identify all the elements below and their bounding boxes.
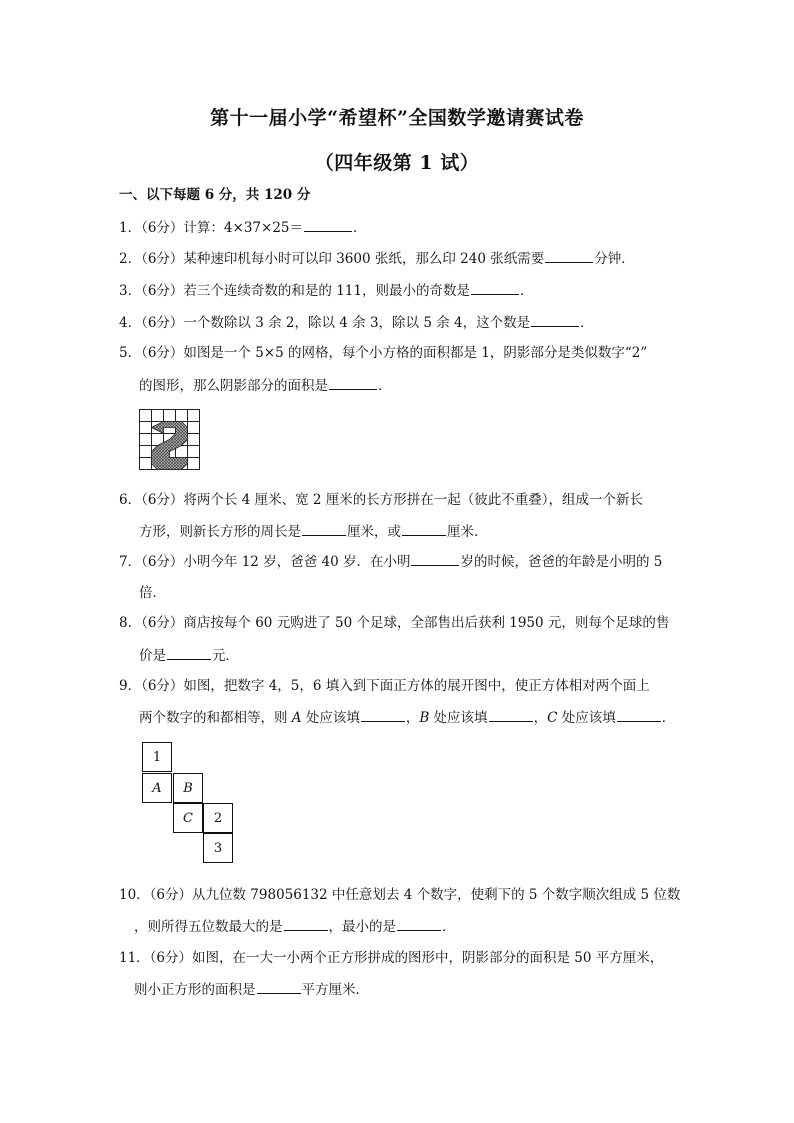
net-cell-a: A [142, 773, 172, 803]
question-1: 1．（6分）计算：4×37×25＝ ． [119, 220, 367, 236]
answer-blank [302, 522, 346, 536]
answer-blank [329, 376, 377, 390]
net-cell-c: C [173, 803, 203, 833]
page-title: 第十一届小学“希望杯”全国数学邀请赛试卷 [210, 107, 584, 129]
answer-blank [257, 980, 301, 994]
answer-blank [284, 917, 328, 931]
answer-blank [531, 313, 579, 327]
answer-blank [361, 708, 405, 722]
question-3: 3．（6分）若三个连续奇数的和是的 111，则最小的奇数是 ． [119, 283, 534, 299]
question-7-cont: 倍． [139, 585, 166, 601]
question-11: 11．（6分）如图，在一大一小两个正方形拼成的图形中，阴影部分的面积是 50 平方厘米， [119, 950, 664, 966]
question-7: 7．（6分）小明今年 12 岁，爸爸 40 岁．在小明 岁的时候，爸爸的年龄是小明的 5 [119, 554, 663, 570]
question-5: 5．（6分）如图是一个 5×5 的网格，每个小方格的面积都是 1，阴影部分是类似数字“2” [119, 345, 648, 361]
answer-blank [397, 917, 441, 931]
answer-blank [167, 646, 211, 660]
question-5-cont: 的图形，那么阴影部分的面积是 ． [139, 378, 392, 394]
net-cell-3: 3 [203, 833, 233, 863]
question-9-cont: 两个数字的和都相等，则 A 处应该填 ，B 处应该填 ，C 处应该填 ． [139, 710, 676, 726]
answer-blank [617, 708, 661, 722]
question-4: 4．（6分）一个数除以 3 余 2，除以 4 余 3，除以 5 余 4，这个数是 ． [119, 315, 594, 331]
answer-blank [304, 218, 352, 232]
answer-blank [411, 552, 459, 566]
answer-blank [545, 249, 593, 263]
question-8: 8．（6分）商店按每个 60 元购进了 50 个足球，全部售出后获利 1950 元，则每个足球的售 [119, 615, 670, 631]
page-subtitle: （四年级第 1 试） [314, 152, 480, 174]
section-header: 一、以下每题 6 分，共 120 分 [119, 187, 311, 203]
question-11-cont: 则小正方形的面积是 平方厘米． [134, 982, 369, 998]
question-6-cont: 方形，则新长方形的周长是 厘米，或 厘米． [139, 524, 488, 540]
net-cell-1: 1 [142, 742, 172, 772]
grid-figure-2 [139, 409, 201, 471]
net-cell-2: 2 [203, 803, 233, 833]
question-9: 9．（6分）如图，把数字 4，5，6 填入到下面正方体的展开图中，使正方体相对两个面上 [119, 678, 650, 694]
answer-blank [402, 522, 446, 536]
question-10-cont: ，则所得五位数最大的是 ，最小的是 ． [134, 919, 456, 935]
net-cell-b: B [173, 773, 203, 803]
answer-blank [471, 281, 519, 295]
answer-blank [489, 708, 533, 722]
question-2: 2．（6分）某种速印机每小时可以印 3600 张纸，那么印 240 张纸需要 分钟． [119, 251, 635, 267]
question-10: 10．（6分）从九位数 798056132 中任意划去 4 个数字，使剩下的 5 个数字顺次组成 5 位数 [119, 887, 681, 903]
question-8-cont: 价是 元． [139, 648, 239, 664]
question-6: 6．（6分）将两个长 4 厘米、宽 2 厘米的长方形拼在一起（彼此不重叠），组成一个新长 [119, 492, 644, 508]
cube-net-figure [142, 742, 234, 864]
